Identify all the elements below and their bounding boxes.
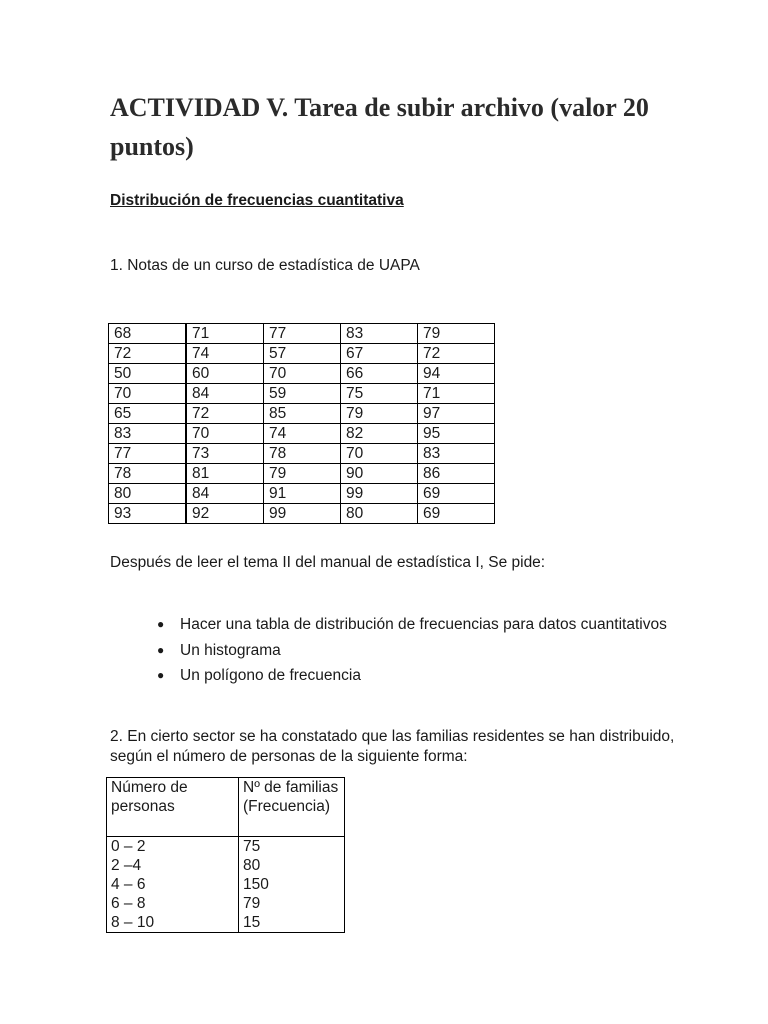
grade-cell: 68 xyxy=(109,324,187,344)
grade-cell: 66 xyxy=(341,364,418,384)
grade-cell: 83 xyxy=(109,424,187,444)
table-row xyxy=(109,384,495,404)
grade-cell: 99 xyxy=(264,504,341,524)
table-row xyxy=(107,913,345,933)
grade-cell: 73 xyxy=(186,444,264,464)
list-item xyxy=(150,612,670,638)
grades-table xyxy=(108,323,495,524)
grade-cell: 80 xyxy=(341,504,418,524)
grade-cell: 80 xyxy=(109,484,187,504)
table-row xyxy=(109,364,495,384)
item-2-text: 2. En cierto sector se ha constatado que las familias residentes se han distribuido, según el número de personas de la siguiente forma: xyxy=(110,728,675,765)
grade-cell: 71 xyxy=(186,324,264,344)
grade-cell: 74 xyxy=(186,344,264,364)
families-table xyxy=(106,777,345,933)
table-row xyxy=(109,444,495,464)
grade-cell: 94 xyxy=(418,364,495,384)
table-row xyxy=(109,404,495,424)
table-cell: 15 xyxy=(239,913,345,933)
task-text: Un polígono de frecuencia xyxy=(180,667,361,684)
grade-cell: 72 xyxy=(109,344,187,364)
list-item xyxy=(150,638,670,664)
table-row xyxy=(109,344,495,364)
grade-cell: 71 xyxy=(418,384,495,404)
grade-cell: 92 xyxy=(186,504,264,524)
grade-cell: 84 xyxy=(186,484,264,504)
grade-cell: 84 xyxy=(186,384,264,404)
table-cell: 75 xyxy=(239,837,345,857)
grade-cell: 50 xyxy=(109,364,187,384)
table-row xyxy=(107,837,345,857)
task-text: Hacer una tabla de distribución de frecuencias para datos cuantitativos xyxy=(180,616,667,633)
grade-cell: 57 xyxy=(264,344,341,364)
grade-cell: 86 xyxy=(418,464,495,484)
grade-cell: 69 xyxy=(418,484,495,504)
grade-cell: 78 xyxy=(109,464,187,484)
table-cell: 150 xyxy=(239,875,345,894)
grade-cell: 95 xyxy=(418,424,495,444)
grade-cell: 79 xyxy=(264,464,341,484)
table-row xyxy=(107,856,345,875)
instructions-text: Después de leer el tema II del manual de estadística I, Se pide: xyxy=(110,554,546,571)
grade-cell: 82 xyxy=(341,424,418,444)
section-subtitle: Distribución de frecuencias cuantitativa xyxy=(110,192,404,209)
grade-cell: 70 xyxy=(109,384,187,404)
grade-cell: 83 xyxy=(341,324,418,344)
grade-cell: 77 xyxy=(109,444,187,464)
table-cell: 2 –4 xyxy=(107,856,239,875)
table-row xyxy=(109,464,495,484)
grade-cell: 77 xyxy=(264,324,341,344)
tasks-list xyxy=(150,612,670,689)
grade-cell: 83 xyxy=(418,444,495,464)
table-cell: 80 xyxy=(239,856,345,875)
table-cell: 8 – 10 xyxy=(107,913,239,933)
grade-cell: 78 xyxy=(264,444,341,464)
table-row xyxy=(109,424,495,444)
grade-cell: 67 xyxy=(341,344,418,364)
page-title: ACTIVIDAD V. Tarea de subir archivo (valor 20 puntos) xyxy=(110,93,649,161)
task-text: Un histograma xyxy=(180,641,281,659)
grade-cell: 72 xyxy=(186,404,264,424)
table-row xyxy=(107,875,345,894)
grade-cell: 79 xyxy=(418,324,495,344)
grade-cell: 79 xyxy=(341,404,418,424)
grade-cell: 97 xyxy=(418,404,495,424)
table-cell: 79 xyxy=(239,894,345,913)
grade-cell: 60 xyxy=(186,364,264,384)
bullet-icon: ● xyxy=(157,617,165,631)
bullet-icon: ● xyxy=(157,642,165,657)
header-cell-persons: Número de personas xyxy=(107,778,239,837)
grade-cell: 65 xyxy=(109,404,187,424)
grade-cell: 90 xyxy=(341,464,418,484)
table-cell: 4 – 6 xyxy=(107,875,239,894)
grade-cell: 70 xyxy=(264,364,341,384)
grade-cell: 81 xyxy=(186,464,264,484)
table-row xyxy=(109,484,495,504)
table-header-row xyxy=(107,778,345,837)
table-row xyxy=(109,504,495,524)
list-item xyxy=(150,663,670,689)
grade-cell: 74 xyxy=(264,424,341,444)
table-cell: 0 – 2 xyxy=(107,837,239,857)
grade-cell: 59 xyxy=(264,384,341,404)
grade-cell: 85 xyxy=(264,404,341,424)
grade-cell: 70 xyxy=(186,424,264,444)
header-cell-families: Nº de familias (Frecuencia) xyxy=(239,778,345,837)
bullet-icon: ● xyxy=(157,668,165,682)
grade-cell: 69 xyxy=(418,504,495,524)
table-row xyxy=(109,324,495,344)
grade-cell: 75 xyxy=(341,384,418,404)
table-row xyxy=(107,894,345,913)
table-cell: 6 – 8 xyxy=(107,894,239,913)
grade-cell: 91 xyxy=(264,484,341,504)
item-1-text: 1. Notas de un curso de estadística de UAPA xyxy=(110,257,420,274)
grade-cell: 99 xyxy=(341,484,418,504)
grade-cell: 70 xyxy=(341,444,418,464)
grade-cell: 72 xyxy=(418,344,495,364)
grade-cell: 93 xyxy=(109,504,187,524)
